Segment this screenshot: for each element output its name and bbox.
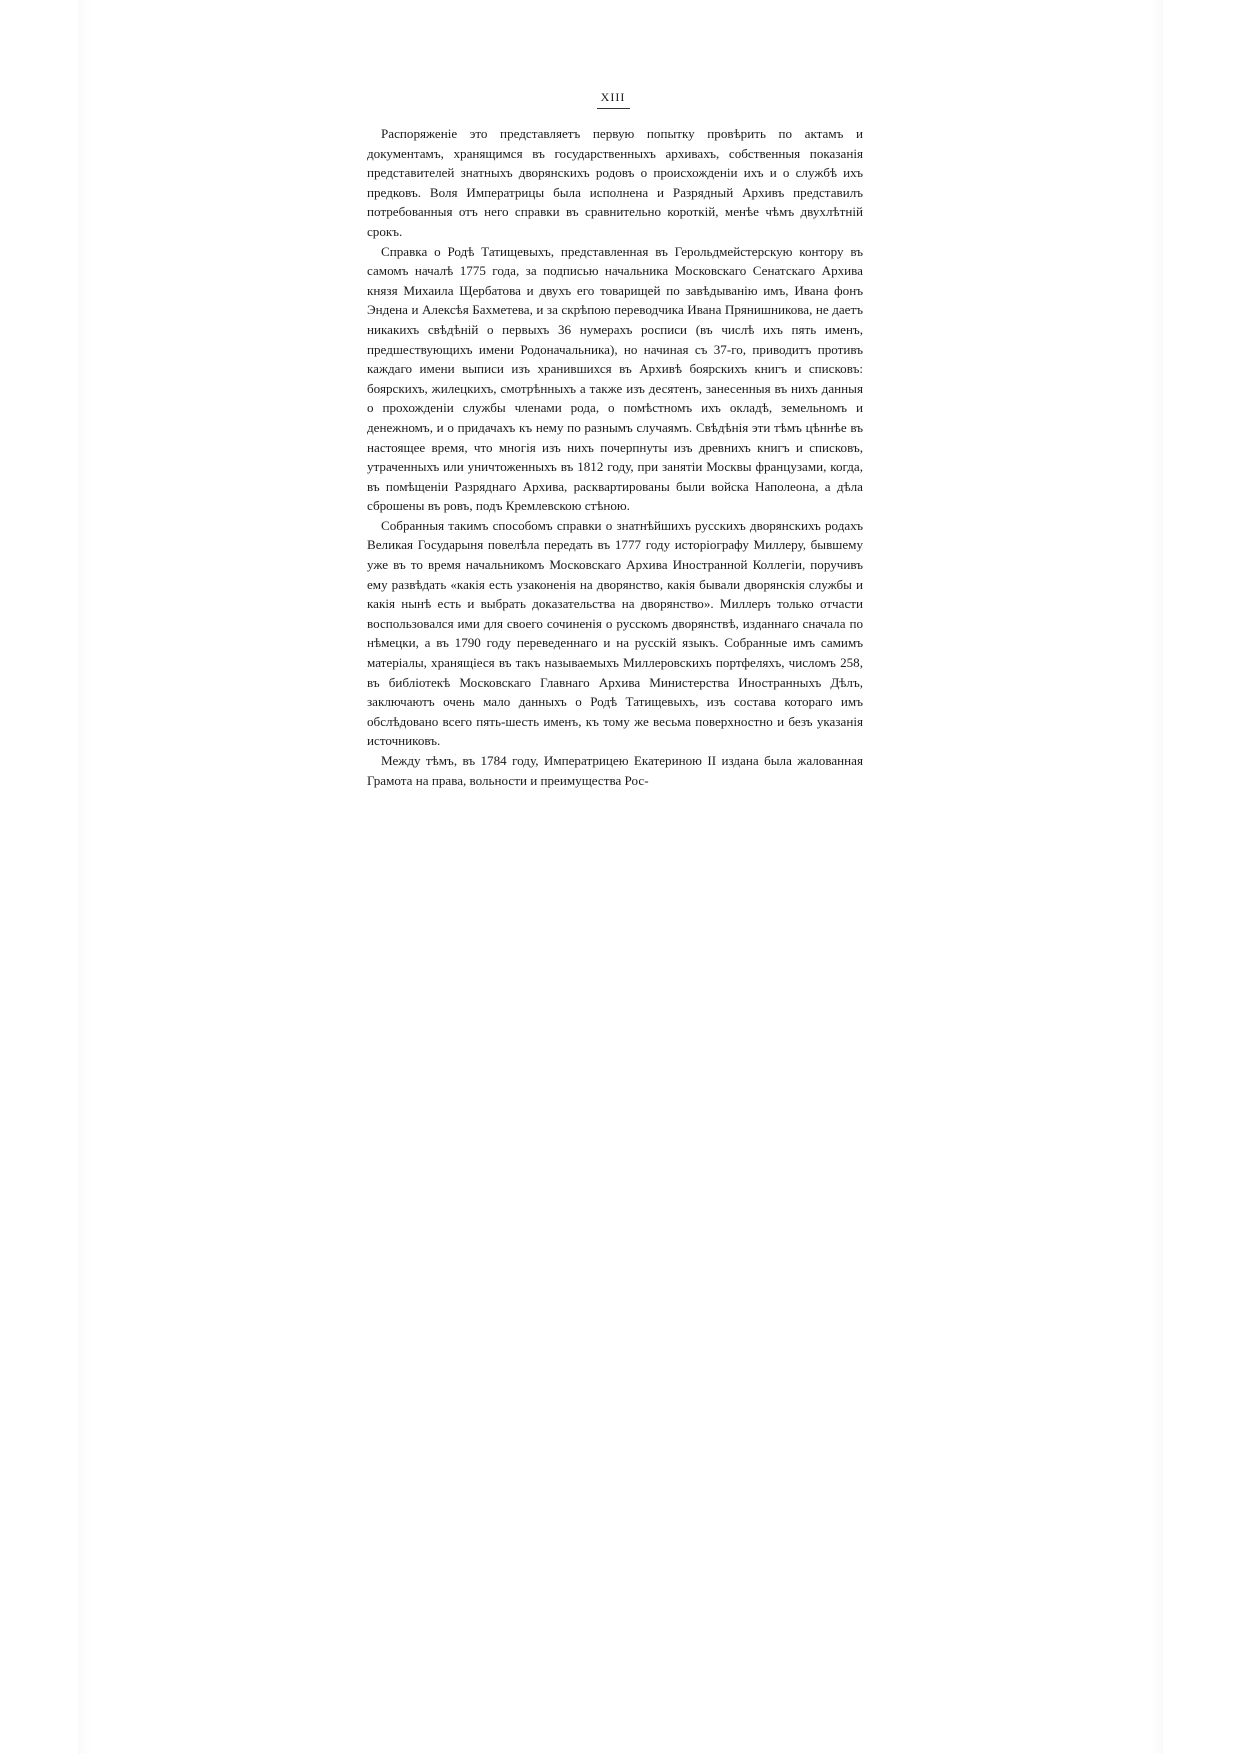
paragraph-2: Справка о Родѣ Татищевыхъ, представленная въ Герольдмейстерскую контору въ самомъ началѣ 1775 года, за подписью начальника Московскаго Сенатскаго Архива князя Михаила Щербатова и двухъ его товарищей по завѣдыванію имъ, Ивана фонъ Эндена и Алексѣя Бахметева, и за скрѣпою переводчика Ивана Прянишникова, не даетъ никакихъ свѣдѣній о первыхъ 36 нумерахъ росписи (въ числѣ ихъ пять именъ, предшествующихъ имени Родоначальника), но начиная съ 37-го, приводитъ противъ каждаго имени выписи изъ хранившихся въ Архивѣ боярскихъ книгъ и списковъ: боярскихъ, жилецкихъ, смотрѣнныхъ а также изъ десятенъ, занесенныя въ нихъ данныя о прохожденіи службы членами рода, о помѣстномъ ихъ окладѣ, земельномъ и денежномъ, и о придачахъ къ нему по разнымъ случаямъ. Свѣдѣнія эти тѣмъ цѣннѣе въ настоящее время, что многія изъ нихъ почерпнуты изъ древнихъ книгъ и списковъ, утраченныхъ или уничтоженныхъ въ 1812 году, при занятіи Москвы французами, когда, въ помѣщеніи Разряднаго Архива, расквартированы были войска Наполеона, а дѣла сброшены въ ровъ, подъ Кремлевскою стѣною. bbox=[367, 243, 863, 514]
body-text bbox=[367, 124, 863, 790]
paragraph-4: Между тѣмъ, въ 1784 году, Императрицею Екатериною II издана была жалованная Грамота на права, вольности и преимущества Рос- bbox=[367, 753, 863, 788]
page-number-rule bbox=[597, 108, 630, 109]
paragraph-1: Распоряженіе это представляетъ первую попытку провѣрить по актамъ и документамъ, хранящимся въ государственныхъ архивахъ, собственныя показанія представителей знатныхъ дворянскихъ родовъ о происхожденіи ихъ и о службѣ ихъ предковъ. Воля Императрицы была исполнена и Разрядный Архивъ представилъ потребованныя отъ него справки въ сравнительно короткій, менѣе чѣмъ двухлѣтній срокъ. bbox=[367, 126, 863, 239]
page-number: XIII bbox=[600, 90, 626, 104]
paragraph-3: Собранныя такимъ способомъ справки о знатнѣйшихъ русскихъ дворянскихъ родахъ Великая Государыня повелѣла передать въ 1777 году исторіографу Миллеру, бывшему уже въ то время начальникомъ Московскаго Архива Иностранной Коллегіи, поручивъ ему развѣдать «какія есть узаконенія на дворянство, какія бывали дворянскія службы и какія нынѣ есть и выбрать доказательства на дворянство». Миллеръ только отчасти воспользовался ими для своего сочиненія о русскомъ дворянствѣ, изданнаго сначала по нѣмецки, а въ 1790 году переведеннаго и на русскій языкъ. Собранные имъ самимъ матеріалы, хранящіеся въ такъ называемыхъ Миллеровскихъ портфеляхъ, числомъ 258, въ библіотекѣ Московскаго Главнаго Архива Министерства Иностранныхъ Дѣлъ, заключаютъ очень мало данныхъ о Родѣ Татищевыхъ, изъ состава котораго имъ обслѣдовано всего пять-шесть именъ, къ тому же весьма поверхностно и безъ указанія источниковъ. bbox=[367, 517, 863, 749]
scan-edge-right bbox=[1149, 0, 1163, 1754]
scan-edge-left bbox=[78, 0, 92, 1754]
